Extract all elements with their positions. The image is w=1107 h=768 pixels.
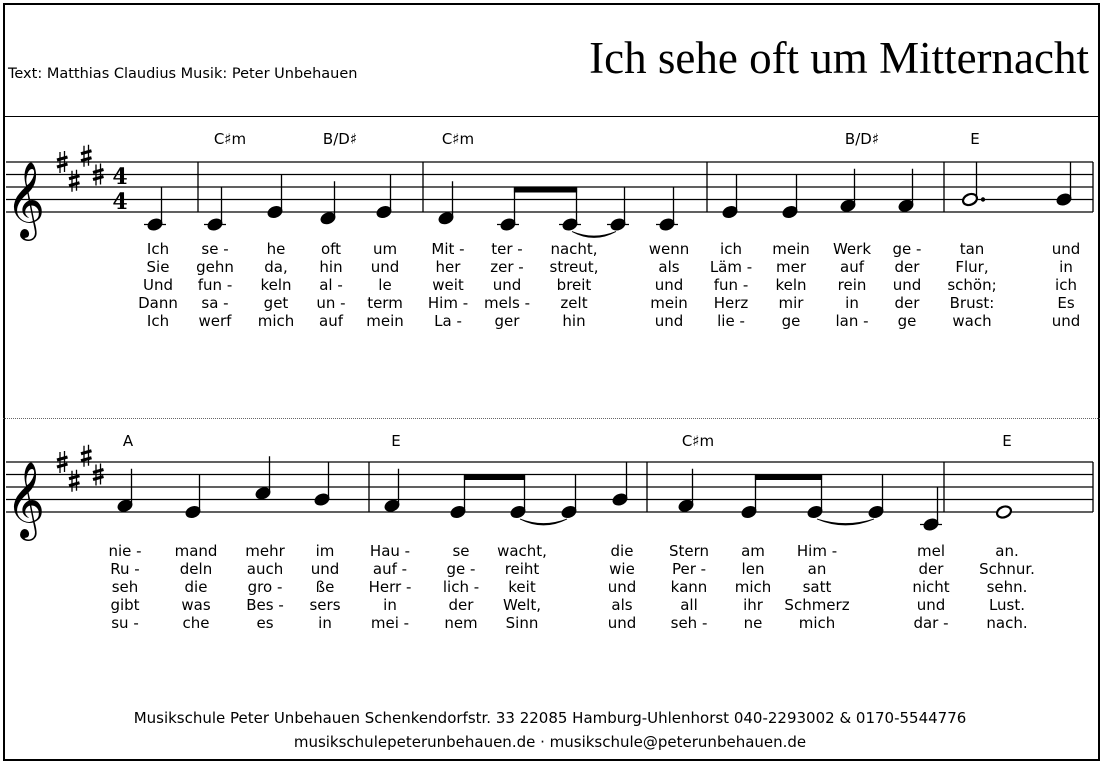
lyric-syllable: La - bbox=[434, 312, 462, 330]
lyric-syllable: Flur, bbox=[955, 258, 989, 276]
lyric-syllable: und bbox=[370, 258, 400, 276]
lyric-syllable: ger bbox=[494, 312, 520, 330]
lyric-syllable: seh bbox=[111, 578, 139, 596]
lyric-syllable: Es bbox=[1057, 294, 1075, 312]
lyric-syllable: Läm - bbox=[709, 258, 753, 276]
lyric-syllable: ihr bbox=[743, 596, 763, 614]
lyric-syllable: gehn bbox=[196, 258, 234, 276]
lyric-syllable: sers bbox=[309, 596, 341, 614]
lyric-syllable: ge - bbox=[446, 560, 476, 578]
lyric-syllable: Herr - bbox=[368, 578, 412, 596]
lyric-syllable: und bbox=[607, 578, 637, 596]
lyric-syllable: und bbox=[1051, 240, 1081, 258]
lyric-syllable: Sinn bbox=[505, 614, 539, 632]
lyric-syllable: kann bbox=[670, 578, 708, 596]
chord-symbol: C♯m bbox=[681, 432, 715, 450]
lyric-syllable: ge bbox=[897, 312, 917, 330]
lyric-syllable: nem bbox=[444, 614, 478, 632]
lyric-syllable: ne bbox=[743, 614, 763, 632]
lyric-syllable: auch bbox=[246, 560, 284, 578]
lyric-syllable: mich bbox=[798, 614, 836, 632]
lyric-syllable: Ich bbox=[146, 240, 170, 258]
lyric-syllable: oft bbox=[320, 240, 342, 258]
note-beam bbox=[464, 475, 525, 480]
chord-symbol: B/D♯ bbox=[322, 130, 358, 148]
lyric-syllable: Him - bbox=[796, 542, 838, 560]
lyric-syllable: al - bbox=[319, 276, 343, 294]
lyric-syllable: mand bbox=[174, 542, 218, 560]
footer-address: Musikschule Peter Unbehauen Schenkendorfstr. 33 22085 Hamburg-Uhlenhorst 040-2293002 & 0170-5544776 bbox=[133, 709, 967, 727]
lyric-syllable: der bbox=[448, 596, 474, 614]
lyric-syllable: am bbox=[741, 542, 765, 560]
lyric-syllable: mich bbox=[734, 578, 772, 596]
lyric-syllable: un - bbox=[316, 294, 346, 312]
chord-symbol: B/D♯ bbox=[844, 130, 880, 148]
lyric-syllable: keit bbox=[508, 578, 536, 596]
lyric-syllable: ter - bbox=[491, 240, 523, 258]
lyric-syllable: und bbox=[1051, 312, 1081, 330]
lyric-syllable: nicht bbox=[912, 578, 950, 596]
chord-symbol: E bbox=[1002, 432, 1012, 450]
sharp-sign-3 bbox=[81, 445, 92, 467]
lyric-syllable: zer - bbox=[490, 258, 524, 276]
lyric-syllable: wacht, bbox=[497, 542, 547, 560]
lyric-syllable: mein bbox=[366, 312, 404, 330]
chord-symbol: C♯m bbox=[441, 130, 475, 148]
lyric-syllable: Stern bbox=[668, 542, 710, 560]
lyric-syllable: auf bbox=[319, 312, 343, 330]
lyric-syllable: um bbox=[372, 240, 398, 258]
lyric-syllable: was bbox=[181, 596, 211, 614]
lyric-syllable: der bbox=[894, 294, 920, 312]
lyric-syllable: in bbox=[845, 294, 859, 312]
lyric-syllable: Welt, bbox=[503, 596, 541, 614]
lyric-syllable: lan - bbox=[835, 312, 869, 330]
chord-symbol: A bbox=[122, 432, 134, 450]
lyric-syllable: und bbox=[310, 560, 340, 578]
lyric-syllable: breit bbox=[556, 276, 592, 294]
time-signature-numerator: 4 bbox=[112, 164, 128, 190]
lyric-syllable: Ich bbox=[146, 312, 170, 330]
lyric-syllable: es bbox=[256, 614, 274, 632]
lyric-syllable: deln bbox=[179, 560, 213, 578]
lyric-syllable: mein bbox=[650, 294, 688, 312]
lyric-syllable: all bbox=[680, 596, 698, 614]
lyric-syllable: auf - bbox=[372, 560, 408, 578]
lyric-syllable: und bbox=[892, 276, 922, 294]
lyric-syllable: sa - bbox=[201, 294, 229, 312]
time-signature-denominator: 4 bbox=[112, 189, 128, 215]
lyric-syllable: tan bbox=[959, 240, 985, 258]
lyric-syllable: und bbox=[654, 276, 684, 294]
lyric-syllable: der bbox=[918, 560, 944, 578]
lyric-syllable: und bbox=[607, 614, 637, 632]
lyric-syllable: lich - bbox=[442, 578, 480, 596]
lyric-syllable: Schmerz bbox=[784, 596, 850, 614]
treble-clef-icon: 𝄞 bbox=[6, 161, 46, 238]
note-head bbox=[995, 504, 1012, 519]
lyric-syllable: Him - bbox=[427, 294, 469, 312]
lyric-syllable: als bbox=[611, 596, 633, 614]
sharp-sign-2 bbox=[69, 470, 80, 492]
chord-symbol: C♯m bbox=[213, 130, 247, 148]
lyric-syllable: Lust. bbox=[988, 596, 1026, 614]
tie-slur bbox=[520, 519, 567, 525]
lyric-syllable: che bbox=[182, 614, 210, 632]
lyric-syllable: term bbox=[367, 294, 403, 312]
lyric-syllable: gibt bbox=[110, 596, 140, 614]
lyric-syllable: seh - bbox=[670, 614, 708, 632]
lyric-syllable: Werk bbox=[832, 240, 872, 258]
lyric-syllable: im bbox=[315, 542, 335, 560]
lyric-syllable: die bbox=[184, 578, 208, 596]
lyric-syllable: reiht bbox=[504, 560, 540, 578]
lyric-syllable: in bbox=[318, 614, 332, 632]
song-title: Ich sehe oft um Mitternacht bbox=[589, 33, 1089, 83]
lyric-syllable: weit bbox=[432, 276, 464, 294]
lyric-syllable: wie bbox=[609, 560, 635, 578]
lyric-syllable: fun - bbox=[197, 276, 233, 294]
lyric-syllable: schön; bbox=[947, 276, 997, 294]
lyric-syllable: Und bbox=[142, 276, 174, 294]
chord-symbol: E bbox=[391, 432, 401, 450]
lyric-syllable: mein bbox=[772, 240, 810, 258]
lyric-syllable: gro - bbox=[247, 578, 283, 596]
lyric-syllable: als bbox=[658, 258, 680, 276]
lyric-syllable: get bbox=[263, 294, 289, 312]
lyric-syllable: in bbox=[383, 596, 397, 614]
lyric-syllable: Mit - bbox=[431, 240, 465, 258]
lyric-syllable: dar - bbox=[913, 614, 949, 632]
lyric-syllable: Herz bbox=[713, 294, 749, 312]
lyric-syllable: wenn bbox=[648, 240, 690, 258]
lyric-syllable: rein bbox=[837, 276, 867, 294]
lyric-syllable: ich bbox=[720, 240, 742, 258]
lyric-syllable: mei - bbox=[370, 614, 410, 632]
lyric-syllable: wach bbox=[952, 312, 992, 330]
lyric-syllable: se bbox=[452, 542, 470, 560]
chord-symbol: E bbox=[970, 130, 980, 148]
lyric-syllable: sehn. bbox=[986, 578, 1028, 596]
song-credits: Text: Matthias Claudius Musik: Peter Unbehauen bbox=[8, 66, 358, 82]
lyric-syllable: her bbox=[435, 258, 461, 276]
lyric-syllable: Schnur. bbox=[979, 560, 1035, 578]
lyric-syllable: Bes - bbox=[246, 596, 284, 614]
lyric-syllable: und bbox=[492, 276, 522, 294]
lyric-syllable: lie - bbox=[717, 312, 745, 330]
lyric-syllable: an. bbox=[995, 542, 1019, 560]
lyric-syllable: fun - bbox=[713, 276, 749, 294]
lyric-syllable: mels - bbox=[483, 294, 531, 312]
lyric-syllable: hin bbox=[319, 258, 343, 276]
lyric-syllable: Brust: bbox=[949, 294, 995, 312]
lyric-syllable: mer bbox=[775, 258, 807, 276]
lyric-syllable: mel bbox=[916, 542, 946, 560]
footer-web: musikschulepeterunbehauen.de · musikschule@peterunbehauen.de bbox=[293, 733, 807, 751]
lyric-syllable: Hau - bbox=[369, 542, 411, 560]
lyric-syllable: Per - bbox=[671, 560, 707, 578]
lyric-syllable: keln bbox=[260, 276, 292, 294]
lyric-syllable: da, bbox=[264, 258, 288, 276]
lyric-syllable: se - bbox=[201, 240, 229, 258]
lyric-syllable: he bbox=[266, 240, 286, 258]
lyric-syllable: auf bbox=[840, 258, 864, 276]
lyric-syllable: le bbox=[378, 276, 392, 294]
lyric-syllable: ich bbox=[1055, 276, 1077, 294]
lyric-syllable: streut, bbox=[549, 258, 599, 276]
lyric-syllable: mehr bbox=[245, 542, 285, 560]
lyric-syllable: hin bbox=[562, 312, 586, 330]
note-beam bbox=[755, 475, 822, 480]
tie-slur bbox=[817, 519, 874, 525]
lyric-syllable: und bbox=[654, 312, 684, 330]
lyric-syllable: Sie bbox=[146, 258, 170, 276]
lyric-syllable: keln bbox=[775, 276, 807, 294]
lyric-syllable: nacht, bbox=[550, 240, 598, 258]
lyric-syllable: ge bbox=[781, 312, 801, 330]
lyric-syllable: mich bbox=[257, 312, 295, 330]
lyric-syllable: werf bbox=[198, 312, 232, 330]
lyric-syllable: ße bbox=[315, 578, 335, 596]
lyric-syllable: Ru - bbox=[110, 560, 140, 578]
lyric-syllable: in bbox=[1059, 258, 1073, 276]
lyric-syllable: su - bbox=[111, 614, 139, 632]
lyric-syllable: nie - bbox=[108, 542, 142, 560]
lyric-syllable: len bbox=[741, 560, 765, 578]
lyric-syllable: der bbox=[894, 258, 920, 276]
lyric-syllable: die bbox=[610, 542, 634, 560]
lyric-syllable: zelt bbox=[560, 294, 588, 312]
lyric-syllable: und bbox=[916, 596, 946, 614]
lyric-syllable: an bbox=[807, 560, 827, 578]
lyric-syllable: nach. bbox=[986, 614, 1028, 632]
lyric-syllable: mir bbox=[778, 294, 804, 312]
lyric-syllable: satt bbox=[802, 578, 832, 596]
treble-clef-icon: 𝄞 bbox=[6, 461, 46, 538]
lyric-syllable: Dann bbox=[138, 294, 178, 312]
lyric-syllable: ge - bbox=[892, 240, 922, 258]
